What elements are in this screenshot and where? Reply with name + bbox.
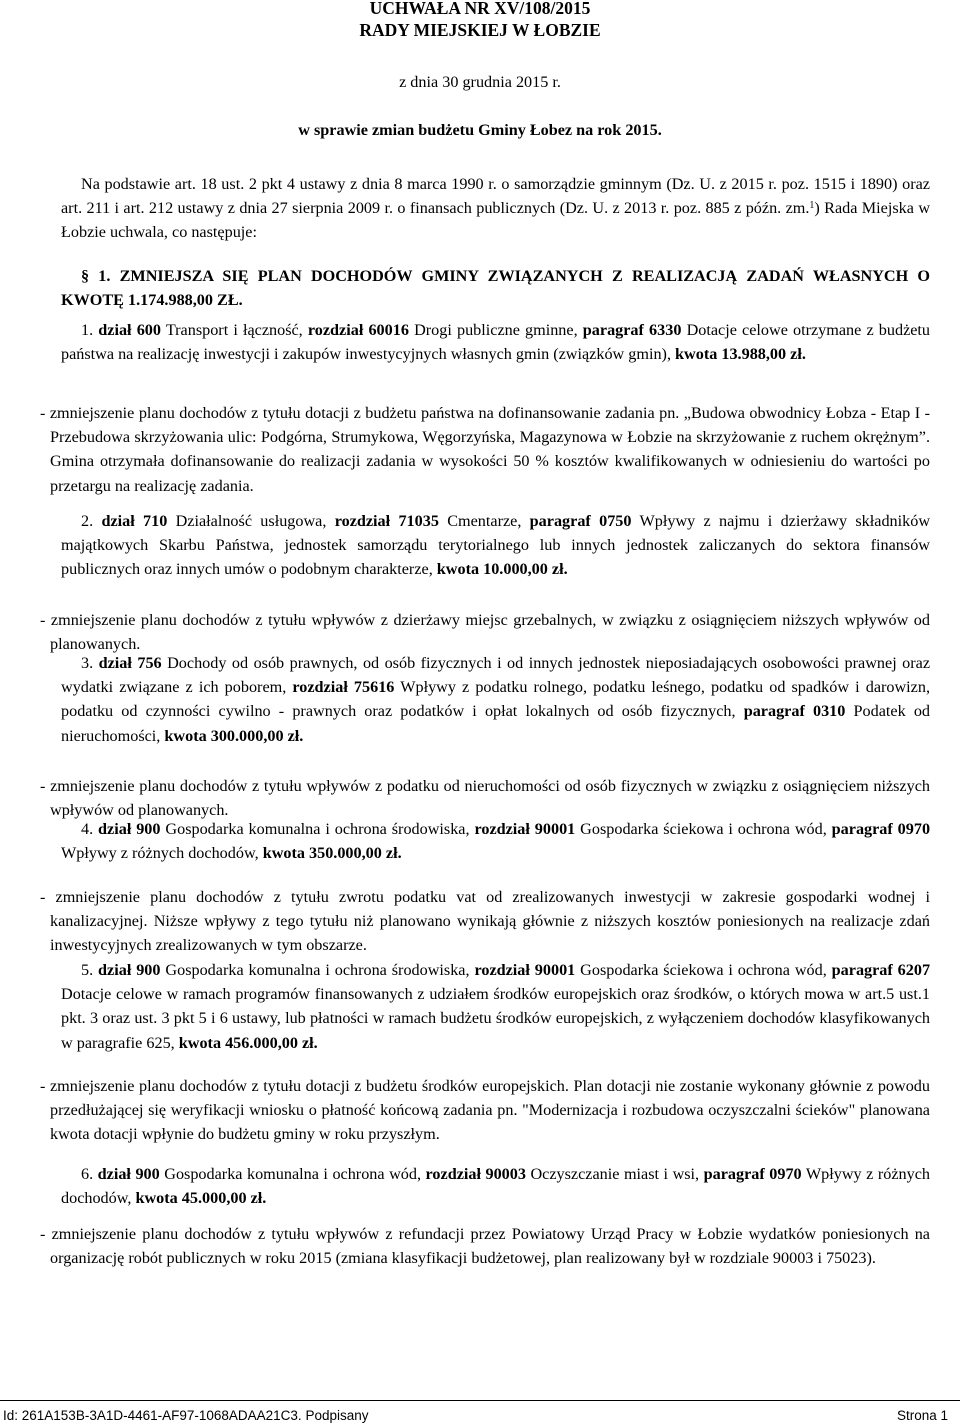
paragraf-name: Wpływy z najmu i dzierżawy składników majątkowych Skarbu Państwa, jednostek samorządu terytorialnego lub innych jednostek zaliczanych do sektora finansów publicznych oraz innych umów o podobnym charakterze, <box>61 512 931 579</box>
dzial-label: dział 600 <box>98 321 161 339</box>
item-note: - zmniejszenie planu dochodów z tytułu wpływów z refundacji przez Powiatowy Urząd Pracy w Łobzie wydatków poniesionych na organizację robót publicznych w roku 2015 (zmiana klasyfikacji budżetowej, plan realizowany był w rozdziale 90003 i 75023). <box>40 1225 930 1268</box>
amount: kwota 350.000,00 zł. <box>262 844 402 863</box>
section-heading: § 1. ZMNIEJSZA SIĘ PLAN DOCHODÓW GMINY ZWIĄZANYCH Z REALIZACJĄ ZADAŃ WŁASNYCH O KWOTĘ 1.174.988,00 ZŁ. <box>61 267 930 310</box>
dzial-name: Gospodarka komunalna i ochrona środowiska, <box>165 820 470 838</box>
dzial-label: dział 900 <box>98 820 161 838</box>
item-number: 1. <box>81 321 94 339</box>
amount: kwota 10.000,00 zł. <box>436 560 568 579</box>
amount: kwota 45.000,00 zł. <box>135 1189 267 1208</box>
list-item <box>61 318 930 366</box>
item-number: 2. <box>81 512 94 530</box>
paragraf-label: paragraf 0310 <box>743 702 846 721</box>
item-note: - zmniejszenie planu dochodów z tytułu wpływów z podatku od nieruchomości od osób fizycznych w związku z osiągnięciem niższych wpływów od planowanych. <box>40 777 930 820</box>
paragraf-name: Dotacje celowe otrzymane z budżetu państwa na realizację inwestycji i zakupów inwestycyjnych własnych gmin (związków gmin), <box>61 321 931 364</box>
item-number: 6. <box>81 1165 94 1183</box>
preamble-text: Na podstawie art. 18 ust. 2 pkt 4 ustawy z dnia 8 marca 1990 r. o samorządzie gminnym (Dz. U. z 2015 r. poz. 1515 i 1890) oraz art. 211 i art. 212 ustawy z dnia 27 sierpnia 2009 r. o finansach publicznych (Dz. U. z 2013 r. poz. 885 z późn. zm. <box>61 175 930 218</box>
paragraf-name: Dotacje celowe w ramach programów finansowanych z udziałem środków europejskich oraz środków, o których mowa w art.5 ust.1 pkt. 3 oraz ust. 3 pkt 5 i 6 ustawy, lub płatności w ramach budżetu środków europejskich, z wyłączeniem dochodów klasyfikowanych w paragrafie 625, <box>61 985 930 1052</box>
amount: kwota 13.988,00 zł. <box>675 345 806 364</box>
rozdzial-label: rozdział 71035 <box>334 512 439 530</box>
rozdzial-name: Gospodarka ściekowa i ochrona wód, <box>580 820 827 838</box>
list-item <box>61 509 930 582</box>
item-number: 5. <box>81 961 94 979</box>
list-item <box>61 958 930 1055</box>
rozdzial-name: Wpływy z podatku rolnego, podatku leśnego, podatku od spadków i darowizn, podatku od czynności cywilno - prawnych oraz podatków i opłat lokalnych od osób fizycznych, <box>61 678 931 721</box>
resolution-title: UCHWAŁA NR XV/108/2015 <box>369 0 591 18</box>
rozdzial-label: rozdział 60016 <box>307 321 409 339</box>
rozdzial-name: Oczyszczanie miast i wsi, <box>530 1165 700 1183</box>
dzial-name: Działalność usługowa, <box>175 512 327 530</box>
amount: kwota 456.000,00 zł. <box>178 1033 318 1052</box>
rozdzial-name: Gospodarka ściekowa i ochrona wód, <box>580 961 827 979</box>
paragraf-name: Wpływy z różnych dochodów, <box>61 844 259 863</box>
paragraf-name: Wpływy z różnych dochodów, <box>61 1165 930 1208</box>
paragraf-label: paragraf 0970 <box>831 820 931 838</box>
preamble-text-end: ) Rada Miejska w Łobzie uchwala, co następuje: <box>61 199 931 242</box>
rozdzial-label: rozdział 90001 <box>474 961 576 979</box>
dzial-label: dział 710 <box>101 512 168 530</box>
paragraf-label: paragraf 0970 <box>703 1165 802 1183</box>
paragraf-label: paragraf 6207 <box>831 961 931 979</box>
item-number: 3. <box>81 654 94 672</box>
item-note: - zmniejszenie planu dochodów z tytułu zwrotu podatku vat od zrealizowanych inwestycji w zakresie gospodarki wodnej i kanalizacyjnej. Niższe wpływy z tego tytułu niż planowano wynikają głównie z niższych kosztów poniesionych na realizacje zdań inwestycyjnych zrealizowanych w tym obszarze. <box>40 888 930 955</box>
council-name: RADY MIEJSKIEJ W ŁOBZIE <box>359 20 601 40</box>
rozdzial-name: Drogi publiczne gminne, <box>414 321 578 339</box>
item-note: - zmniejszenie planu dochodów z tytułu wpływów z dzierżawy miejsc grzebalnych, w związku z osiągnięciem niższych wpływów od planowanych. <box>40 611 930 654</box>
footnote-ref: 1 <box>809 200 815 212</box>
list-item <box>61 1162 930 1210</box>
item-number: 4. <box>81 820 94 838</box>
rozdzial-label: rozdział 90001 <box>474 820 576 838</box>
footer-divider <box>0 1400 960 1401</box>
rozdzial-label: rozdział 75616 <box>292 678 395 697</box>
dzial-name: Transport i łączność, <box>165 321 303 339</box>
item-note: - zmniejszenie planu dochodów z tytułu dotacji z budżetu środków europejskich. Plan dotacji nie zostanie wykonany głównie z powodu przedłużającej się weryfikacji wniosku o płatność końcową zadania pn. "Modernizacja i rozbudowa oczyszczalni ścieków" planowana kwota dotacji wpłynie do budżetu gminy w roku przyszłym. <box>40 1077 930 1144</box>
document-id: Id: 261A153B-3A1D-4461-AF97-1068ADAA21C3. Podpisany <box>3 1408 369 1423</box>
amount: kwota 300.000,00 zł. <box>164 726 304 745</box>
paragraf-label: paragraf 0750 <box>529 512 632 530</box>
list-item <box>61 651 930 748</box>
list-item <box>61 817 930 865</box>
dzial-name: Gospodarka komunalna i ochrona środowiska, <box>165 961 470 979</box>
resolution-subject: w sprawie zmian budżetu Gminy Łobez na rok 2015. <box>298 121 662 139</box>
resolution-date: z dnia 30 grudnia 2015 r. <box>399 73 561 91</box>
page-number: Strona 1 <box>896 1408 948 1423</box>
dzial-label: dział 900 <box>98 961 161 979</box>
paragraf-name: Podatek od nieruchomości, <box>61 702 931 745</box>
rozdzial-label: rozdział 90003 <box>425 1165 526 1183</box>
dzial-name: Gospodarka komunalna i ochrona wód, <box>164 1165 422 1183</box>
rozdzial-name: Cmentarze, <box>447 512 522 530</box>
dzial-label: dział 756 <box>98 654 162 672</box>
preamble <box>61 172 930 245</box>
dzial-name: Dochody od osób prawnych, od osób fizycznych i od innych jednostek nieposiadających osobowości prawnej oraz wydatki związane z ich poborem, <box>61 654 931 697</box>
item-note: - zmniejszenie planu dochodów z tytułu dotacji z budżetu państwa na dofinansowanie zadania pn. „Budowa obwodnicy Łobza - Etap I - Przebudowa skrzyżowania ulic: Podgórna, Strumykowa, Węgorzyńska, Magazynowa w Łobzie na skrzyżowanie z ruchem okrężnym”. Gmina otrzymała dofinansowanie do realizacji zadania w wysokości 50 % kosztów kwalifikowanych w odniesieniu do wartości po przetargu na realizację zadania. <box>40 404 930 495</box>
dzial-label: dział 900 <box>97 1165 160 1183</box>
paragraf-label: paragraf 6330 <box>582 321 682 339</box>
